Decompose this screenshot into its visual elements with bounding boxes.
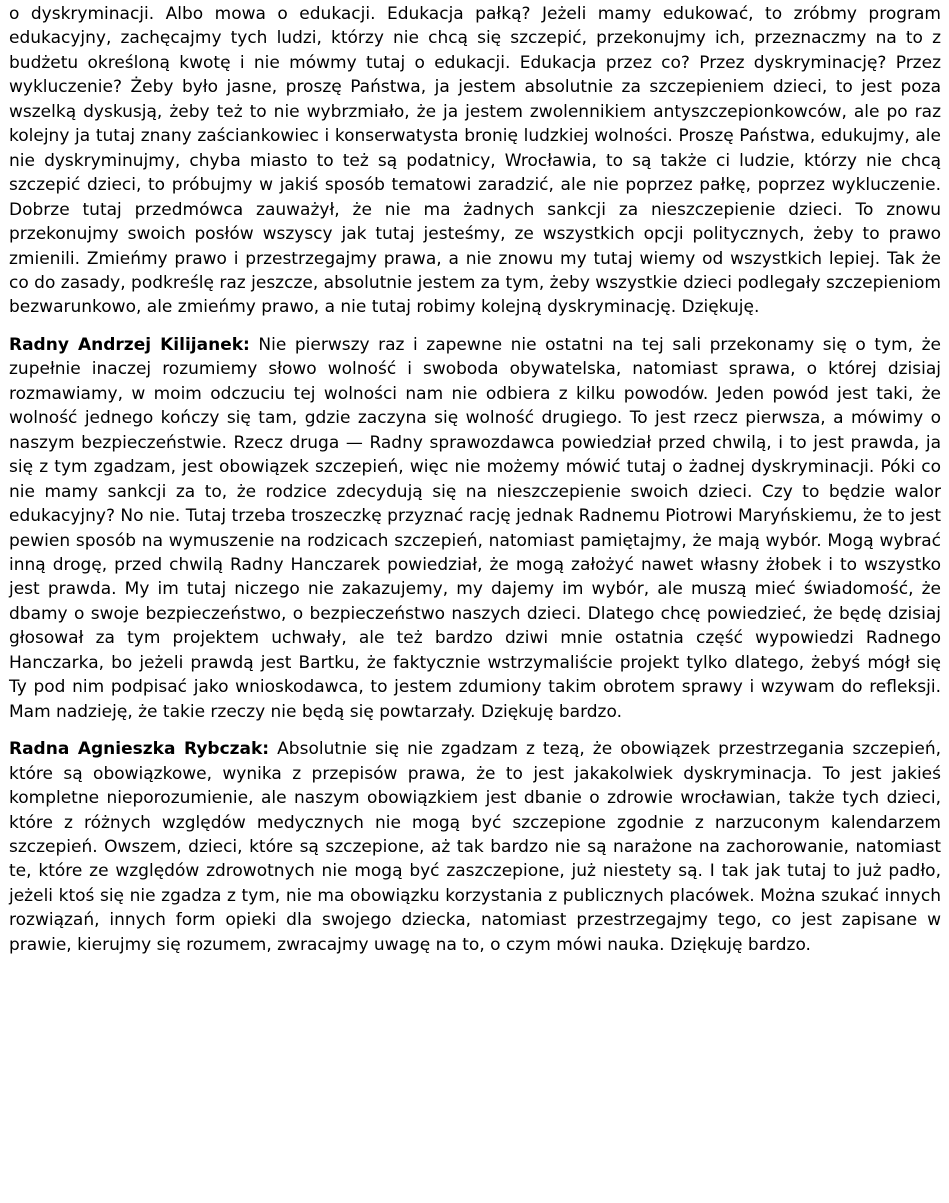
- speech-paragraph: [9, 2, 941, 320]
- speech-text: Nie pierwszy raz i zapewne nie ostatni na tej sali przekonamy się o tym, że zupełnie inaczej rozumiemy słowo wolność i swoboda obywatelska, natomiast sprawa, o której dzisiaj rozmawiamy, w moim odczuciu tej wolności nam nie odbiera z kilku powodów. Jeden powód jest taki, że wolność jednego kończy się tam, gdzie zaczyna się wolność drugiego. To jest rzecz pierwsza, a mówimy o naszym bezpieczeństwie. Rzecz druga — Radny sprawozdawca powiedział przed chwilą, i to jest prawda, ja się z tym zgadzam, jest obowiązek szczepień, więc nie możemy mówić tutaj o żadnej dyskryminacji. Póki co nie mamy sankcji za to, że rodzice zdecydują się na nieszczepienie swoich dzieci. Czy to będzie walor edukacyjny? No nie. Tutaj trzeba troszeczkę przyznać rację jednak Radnemu Piotrowi Maryńskiemu, że to jest pewien sposób na wymuszenie na rodzicach szczepień, natomiast pamiętajmy, że mają wybór. Mogą wybrać inną drogę, przed chwilą Radny Hanczarek powiedział, że mogą założyć nawet własny żłobek i to wszystko jest prawda. My im tutaj niczego nie zakazujemy, my dajemy im wybór, ale muszą mieć świadomość, że dbamy o swoje bezpieczeństwo, o bezpieczeństwo naszych dzieci. Dlatego chcę powiedzieć, że będę dzisiaj głosował za tym projektem uchwały, ale też bardzo dziwi mnie ostatnia część wypowiedzi Radnego Hanczarka, bo jeżeli prawdą jest Bartku, że faktycznie wstrzymaliście projekt tylko dlatego, żebyś mógł się Ty pod nim podpisać jako wnioskodawca, to jestem zdumiony takim obrotem sprawy i wzywam do refleksji. Mam nadzieję, że takie rzeczy nie będą się powtarzały. Dziękuję bardzo.: [9, 334, 941, 722]
- speaker-name: Radny Andrzej Kilijanek:: [9, 334, 250, 355]
- speech-text: o dyskryminacji. Albo mowa o edukacji. Edukacja pałką? Jeżeli mamy edukować, to zróbmy program edukacyjny, zachęcajmy tych ludzi, którzy nie chcą się szczepić, przekonujmy ich, przeznaczmy na to z budżetu określoną kwotę i nie mówmy tutaj o edukacji. Edukacja przez co? Przez dyskryminację? Przez wykluczenie? Żeby było jasne, proszę Państwa, ja jestem absolutnie za szczepieniem dzieci, to jest poza wszelką dyskusją, żeby też to nie wybrzmiało, że ja jestem zwolennikiem antyszczepionkowców, ale po raz kolejny ja tutaj znany zaściankowiec i konserwatysta bronię ludzkiej wolności. Proszę Państwa, edukujmy, ale nie dyskryminujmy, chyba miasto to też są podatnicy, Wrocławia, to są także ci ludzie, którzy nie chcą szczepić dzieci, to próbujmy w jakiś sposób tematowi zaradzić, ale nie poprzez pałkę, poprzez wykluczenie. Dobrze tutaj przedmówca zauważył, że nie ma żadnych sankcji za nieszczepienie dzieci. To znowu przekonujmy swoich posłów wszyscy jak tutaj jesteśmy, ze wszystkich opcji politycznych, żeby to prawo zmienili. Zmieńmy prawo i przestrzegajmy prawa, a nie znowu my tutaj wiemy od wszystkich lepiej. Tak że co do zasady, podkreślę raz jeszcze, absolutnie jestem za tym, żeby wszystkie dzieci podlegały szczepieniom bezwarunkowo, ale zmieńmy prawo, a nie tutaj robimy kolejną dyskryminację. Dziękuję.: [9, 4, 941, 318]
- speech-paragraph: [9, 333, 941, 724]
- speaker-name: Radna Agnieszka Rybczak:: [9, 739, 270, 760]
- speech-paragraph: [9, 737, 941, 957]
- speech-text: Absolutnie się nie zgadzam z tezą, że obowiązek przestrzegania szczepień, które są obowiązkowe, wynika z przepisów prawa, że to jest jakakolwiek dyskryminacja. To jest jakieś kompletne nieporozumienie, ale naszym obowiązkiem jest dbanie o zdrowie wrocławian, także tych dzieci, które z różnych względów medycznych nie mogą być szczepione zgodnie z narzuconym kalendarzem szczepień. Owszem, dzieci, które są szczepione, aż tak bardzo nie są narażone na zachorowanie, natomiast te, które ze względów zdrowotnych nie mogą być zaszczepione, już niestety są. I tak jak tutaj to już padło, jeżeli ktoś się nie zgadza z tym, nie ma obowiązku korzystania z publicznych placówek. Można szukać innych rozwiązań, innych form opieki dla swojego dziecka, natomiast przestrzegajmy tego, co jest zapisane w prawie, kierujmy się rozumem, zwracajmy uwagę na to, o czym mówi nauka. Dziękuję bardzo.: [9, 739, 942, 955]
